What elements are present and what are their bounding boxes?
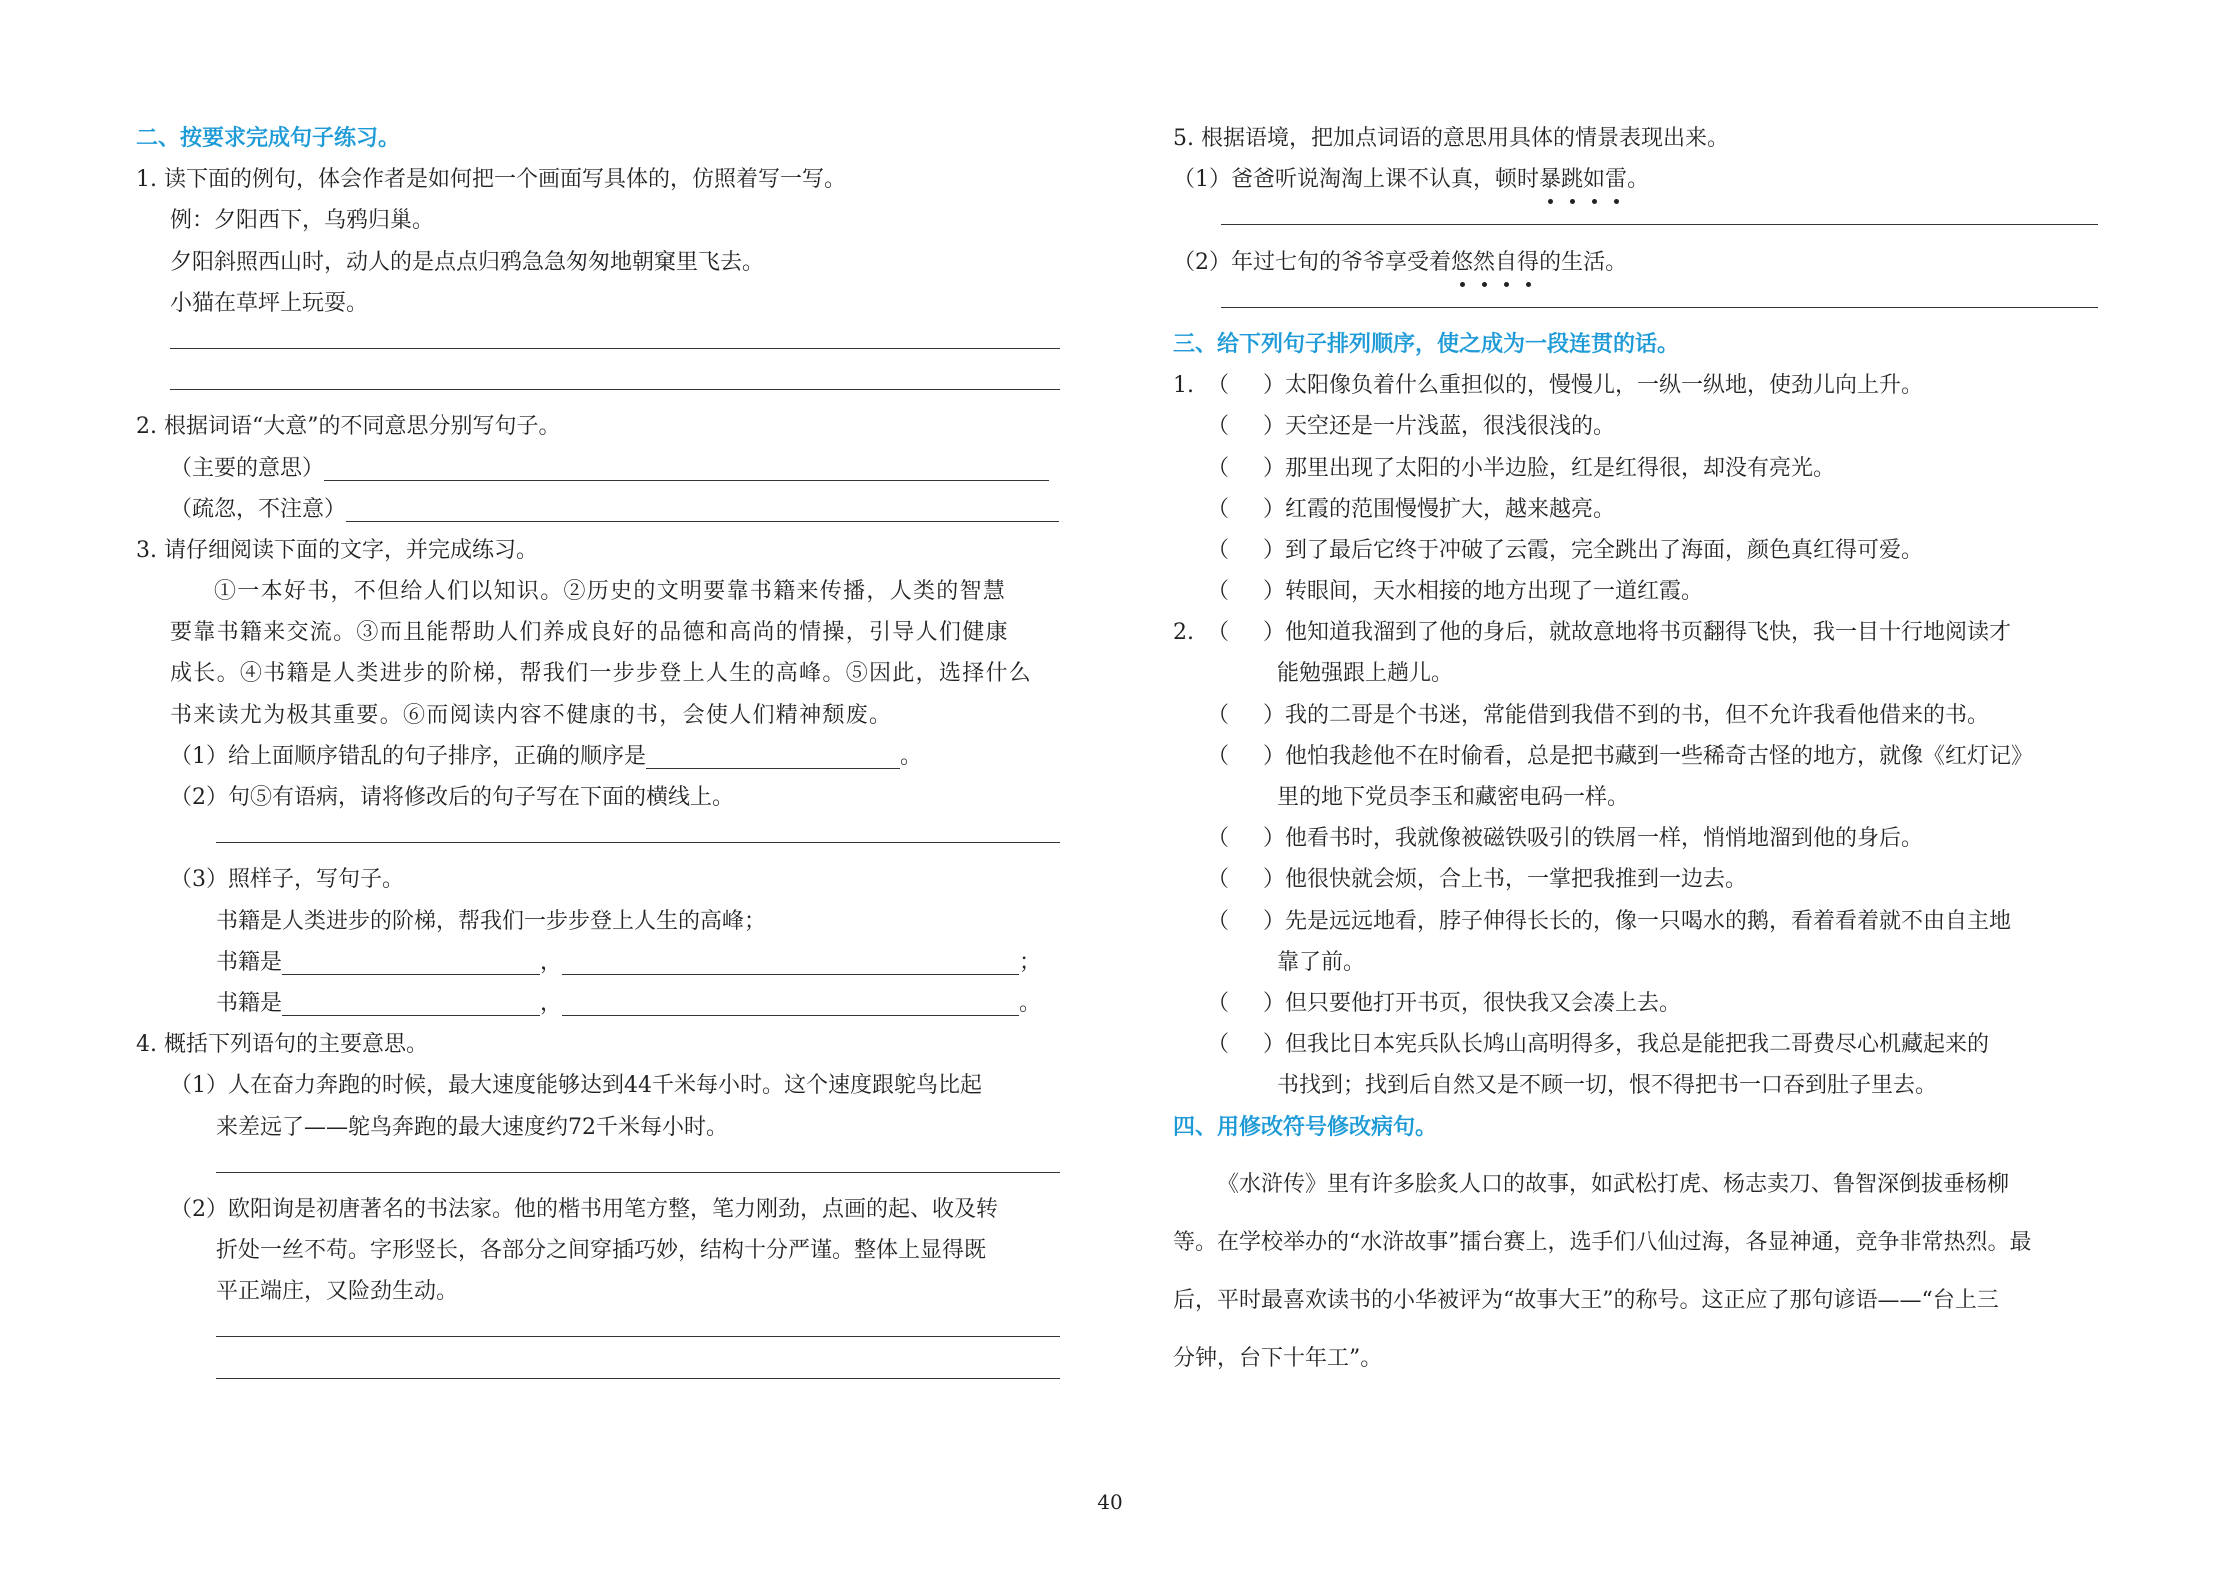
- essay-line-2: 等。在学校举办的“水浒故事”擂台赛上，选手们八仙过海，各显神通，竞争非常热烈。最: [1173, 1229, 2032, 1255]
- q3-sub1-row[interactable]: [136, 736, 1060, 777]
- q2-meaning-1-row[interactable]: [136, 448, 1060, 489]
- g1-option-6[interactable]: （ ）转眼间，天水相接的地方出现了一道红霞。: [1207, 579, 1704, 605]
- g1-label: 1.: [1173, 373, 1194, 399]
- g2-option-1-cont: 能勉强跟上趟儿。: [1277, 661, 1454, 687]
- q5-s1: [1173, 159, 2098, 200]
- g2-option-4[interactable]: （ ）他看书时，我就像被磁铁吸引的铁屑一样，悄悄地溜到他的身后。: [1207, 826, 1924, 852]
- q3-imitate-row-2[interactable]: [136, 983, 1060, 1024]
- q3-passage-line-2: 要靠书籍来交流。③而且能帮助人们养成良好的品德和高尚的情操，引导人们健康: [170, 620, 1009, 646]
- q3-sub1-label: （1）给上面顺序错乱的句子排序，正确的顺序是: [170, 743, 646, 769]
- left-column: [136, 118, 1060, 1395]
- g1-option-1[interactable]: 1. （ ）太阳像负着什么重担似的，慢慢儿，一纵一纵地，使劲儿向上升。: [1173, 365, 2098, 406]
- essay-line-3: 后，平时最喜欢读书的小华被评为“故事大王”的称号。这正应了那句谚语——“台上三: [1173, 1287, 1999, 1313]
- g2-option-2[interactable]: （ ）我的二哥是个书迷，常能借到我借不到的书，但不允许我看他借来的书。: [1207, 702, 1990, 728]
- q3-imitate-row-1[interactable]: [136, 942, 1060, 983]
- g2-option-6-cont: 靠了前。: [1277, 949, 1366, 975]
- q5-s2-pre: （2）年过七旬的爷爷享受着: [1173, 249, 1451, 275]
- g2-option-6[interactable]: （ ）先是远远地看，脖子伸得长长的，像一只喝水的鹅，看着看着就不由自主地: [1207, 908, 2012, 934]
- q5-s1-pre: （1）爸爸听说淘淘上课不认真，顿时: [1173, 167, 1539, 193]
- q4-s2-answer-line-2[interactable]: [136, 1354, 1060, 1395]
- q2-prompt: 2. 根据词语“大意”的不同意思分别写句子。: [136, 414, 561, 440]
- q2-meaning-2-row[interactable]: [136, 489, 1060, 530]
- q5-s1-dotted-char-1: 暴: [1539, 159, 1561, 200]
- section-4-title: 四、用修改符号修改病句。: [1173, 1114, 1438, 1140]
- g1-option-3[interactable]: （ ）那里出现了太阳的小半边脸，红是红得很，却没有亮光。: [1207, 455, 1836, 481]
- q3-passage-line-1: ①一本好书，不但给人们以知识。②历史的文明要靠书籍来传播，人类的智慧: [214, 579, 1007, 605]
- q4-s2-answer-line-1[interactable]: [136, 1312, 1060, 1353]
- q3-imitate-1-blank-b[interactable]: [562, 948, 1019, 975]
- q4-s2-line-3: 平正端庄，又险劲生动。: [216, 1279, 459, 1305]
- q5-s2-post: 的生活。: [1539, 249, 1628, 275]
- g1-option-4[interactable]: （ ）红霞的范围慢慢扩大，越来越亮。: [1207, 496, 1616, 522]
- q3-model-sentence: 书籍是人类进步的阶梯，帮我们一步步登上人生的高峰；: [216, 908, 767, 934]
- q2-meaning-1-label: （主要的意思）: [170, 455, 325, 481]
- g1-option-2[interactable]: （ ）天空还是一片浅蓝，很浅很浅的。: [1207, 414, 1616, 440]
- g2-option-3[interactable]: （ ）他怕我趁他不在时偷看，总是把书藏到一些稀奇古怪的地方，就像《红灯记》: [1207, 743, 2034, 769]
- g2-option-5[interactable]: （ ）他很快就会烦，合上书，一掌把我推到一边去。: [1207, 867, 1748, 893]
- q5-s2-dotted-char-3: 自: [1495, 242, 1517, 283]
- q1-example-expanded: 夕阳斜照西山时，动人的是点点归鸦急急匆匆地朝窠里飞去。: [170, 249, 765, 275]
- page-number: 40: [1097, 1490, 1123, 1514]
- right-column: [1173, 118, 2098, 1388]
- q3-end-2: 。: [1019, 990, 1042, 1016]
- g2-option-8[interactable]: （ ）但我比日本宪兵队长鸠山高明得多，我总是能把我二哥费尽心机藏起来的: [1207, 1032, 1990, 1058]
- q5-s1-dotted-char-3: 如: [1583, 159, 1605, 200]
- q3-sub2: （2）句⑤有语病，请将修改后的句子写在下面的横线上。: [170, 785, 734, 810]
- q3-starter-2: 书籍是: [216, 990, 283, 1016]
- q5-s2-answer-line[interactable]: [1173, 283, 2098, 324]
- essay-line-1: 《水浒传》里有许多脍炙人口的故事，如武松打虎、杨志卖刀、鲁智深倒拔垂杨柳: [1217, 1171, 2010, 1197]
- q4-s2-line-2: 折处一丝不苟。字形竖长，各部分之间穿插巧妙，结构十分严谨。整体上显得既: [216, 1238, 987, 1264]
- q5-s2-dotted-char-1: 悠: [1451, 242, 1473, 283]
- q3-sub1-end: 。: [900, 743, 923, 769]
- q3-imitate-2-blank-a[interactable]: [282, 989, 540, 1016]
- q1-example-label: 例：夕阳西下，乌鸦归巢。: [170, 208, 435, 234]
- g2-option-8-cont: 书找到；找到后自然又是不顾一切，恨不得把书一口吞到肚子里去。: [1277, 1073, 1938, 1099]
- q3-end-1: ；: [1019, 949, 1042, 975]
- q3-prompt: 3. 请仔细阅读下面的文字，并完成练习。: [136, 537, 538, 563]
- q4-s1-line-2: 来差远了——鸵鸟奔跑的最大速度约72千米每小时。: [216, 1114, 728, 1140]
- q3-comma-1: ，: [540, 949, 563, 975]
- q5-s2: [1173, 242, 2098, 283]
- q3-imitate-2-blank-b[interactable]: [562, 989, 1019, 1016]
- q1-answer-line-1[interactable]: [136, 324, 1060, 365]
- section-2-title: 二、按要求完成句子练习。: [136, 126, 401, 151]
- g1-option-5[interactable]: （ ）到了最后它终于冲破了云霞，完全跳出了海面，颜色真红得可爱。: [1207, 537, 1924, 563]
- q5-s1-dotted-char-4: 雷: [1605, 159, 1627, 200]
- q1-answer-line-2[interactable]: [136, 365, 1060, 406]
- q5-s2-dotted-char-4: 得: [1517, 242, 1539, 283]
- g2-label: 2.: [1173, 620, 1194, 646]
- q3-passage-line-3: 成长。④书籍是人类进步的阶梯，帮我们一步步登上人生的高峰。⑤因此，选择什么: [170, 661, 1033, 687]
- q5-s1-answer-line[interactable]: [1173, 200, 2098, 241]
- g2-option-7[interactable]: （ ）但只要他打开书页，很快我又会凑上去。: [1207, 990, 1682, 1016]
- q3-starter-1: 书籍是: [216, 949, 283, 975]
- q5-s1-post: 。: [1627, 167, 1650, 193]
- q4-s2-line-1: （2）欧阳询是初唐著名的书法家。他的楷书用笔方整，笔力刚劲，点画的起、收及转: [170, 1196, 998, 1222]
- q3-comma-2: ，: [540, 990, 563, 1016]
- q4-s1-line-1: （1）人在奋力奔跑的时候，最大速度能够达到44千米每小时。这个速度跟鸵鸟比起: [170, 1073, 982, 1099]
- g2-option-1[interactable]: 2. （ ）他知道我溜到了他的身后，就故意地将书页翻得飞快，我一目十行地阅读才: [1173, 612, 2098, 653]
- q3-sub3: （3）照样子，写句子。: [170, 867, 404, 893]
- g2-option-3-cont: 里的地下党员李玉和藏密电码一样。: [1277, 785, 1630, 810]
- q4-s1-answer-line[interactable]: [136, 1148, 1060, 1189]
- q5-s1-dotted-char-2: 跳: [1561, 159, 1583, 200]
- q3-imitate-1-blank-a[interactable]: [282, 948, 540, 975]
- q3-passage-line-4: 书来读尤为极其重要。⑥而阅读内容不健康的书，会使人们精神颓废。: [170, 702, 893, 728]
- q1-prompt: 1. 读下面的例句，体会作者是如何把一个画面写具体的，仿照着写一写。: [136, 167, 846, 193]
- q2-meaning-2-label: （疏忽，不注意）: [170, 496, 347, 522]
- q4-prompt: 4. 概括下列语句的主要意思。: [136, 1032, 428, 1058]
- q3-sub2-answer-line[interactable]: [136, 818, 1060, 859]
- q5-s2-dotted-char-2: 然: [1473, 242, 1495, 283]
- section-3-title: 三、给下列句子排列顺序，使之成为一段连贯的话。: [1173, 331, 1680, 357]
- essay-line-4: 分钟，台下十年工”。: [1173, 1345, 1383, 1371]
- q3-sub1-blank[interactable]: [646, 742, 900, 769]
- q2-meaning-1-blank[interactable]: [324, 454, 1049, 481]
- q1-task: 小猫在草坪上玩耍。: [170, 290, 369, 316]
- q2-meaning-2-blank[interactable]: [346, 495, 1059, 522]
- q5-prompt: 5. 根据语境，把加点词语的意思用具体的情景表现出来。: [1173, 126, 1729, 151]
